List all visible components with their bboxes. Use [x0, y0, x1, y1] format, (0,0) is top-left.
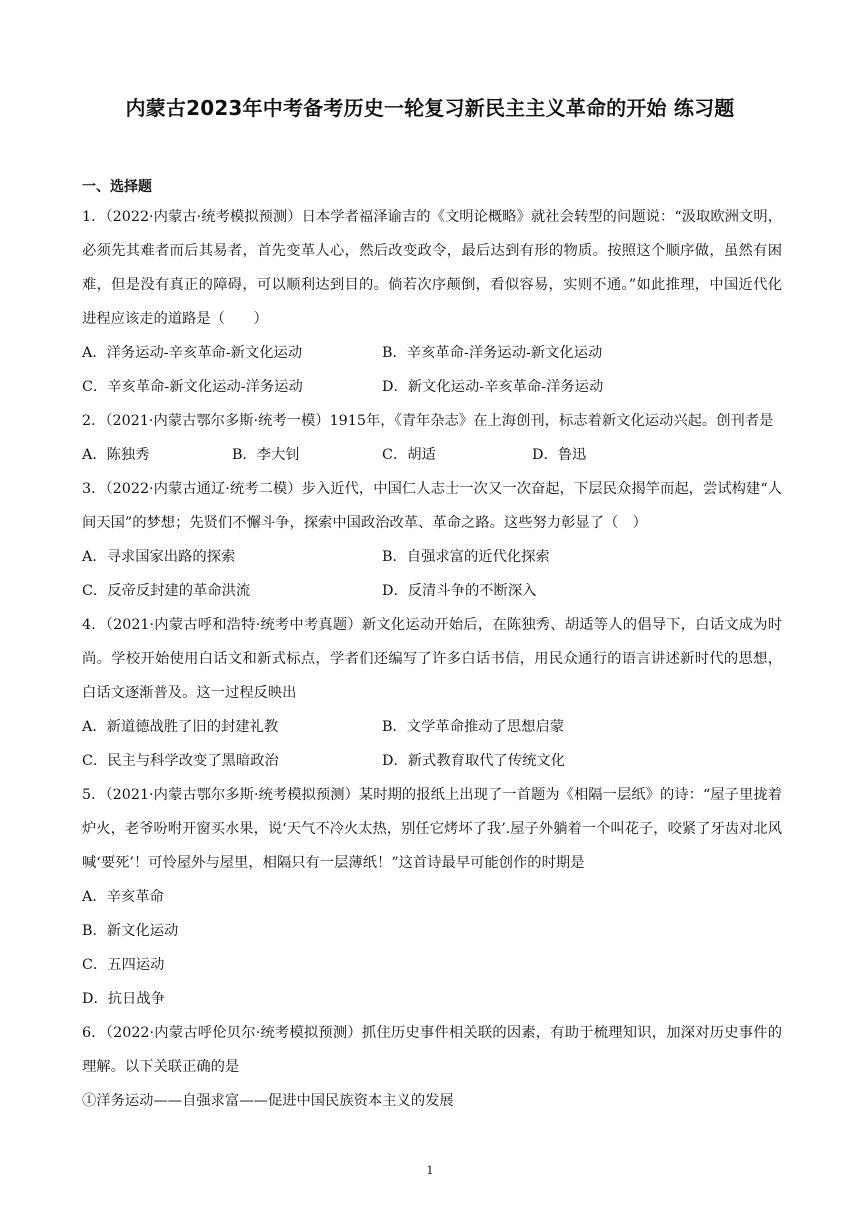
statement-item: ①洋务运动——自强求富——促进中国民族资本主义的发展 — [82, 1093, 454, 1109]
option: A．洋务运动-辛亥革命-新文化运动 — [82, 345, 303, 361]
option: C．民主与科学改变了黑暗政治 — [82, 753, 279, 769]
page-number: 1 — [426, 1164, 434, 1177]
question-stem: 5．（2021·内蒙古鄂尔多斯·统考模拟预测）某时期的报纸上出现了一首题为《相隔一层纸》的诗：“屋子里拢着炉火，老爷吩咐开窗买水果，说‘天气不冷火太热，别任它烤坏了我’.屋子外躺着一个叫花子，咬紧了牙齿对北风喊‘要死’！可怜屋外与屋里，相隔只有一层薄纸！”这首诗最早可能创作的时期是 — [82, 787, 782, 871]
option-list — [82, 336, 782, 404]
question-stem: 2．（2021·内蒙古鄂尔多斯·统考一模）1915年，《青年杂志》在上海创刊，标志着新文化运动兴起。创刊者是 — [82, 413, 774, 429]
option: D．反清斗争的不断深入 — [382, 583, 537, 599]
option: D．抗日战争 — [82, 991, 165, 1007]
option: B．辛亥革命-洋务运动-新文化运动 — [382, 345, 603, 361]
option: A．新道德战胜了旧的封建礼教 — [82, 719, 279, 735]
question-stem: 6．（2022·内蒙古呼伦贝尔·统考模拟预测）抓住历史事件相关联的因素，有助于梳理知识，加深对历史事件的理解。以下关联正确的是 — [82, 1025, 782, 1075]
option-list — [82, 880, 782, 1016]
option: A．陈独秀 — [82, 447, 150, 463]
option: C．反帝反封建的革命洪流 — [82, 583, 251, 599]
question-stem: 4．（2021·内蒙古呼和浩特·统考中考真题）新文化运动开始后，在陈独秀、胡适等人的倡导下，白话文成为时尚。学校开始使用白话文和新式标点，学者们还编写了许多白话书信，用民众通行的语言讲述新时代的思想，白话文逐渐普及。这一过程反映出 — [82, 617, 782, 701]
option: A．辛亥革命 — [82, 889, 164, 905]
option-list — [82, 540, 782, 608]
option-list — [82, 710, 782, 778]
option: D．鲁迅 — [532, 447, 587, 463]
option: B．新文化运动 — [82, 923, 179, 939]
option: C．胡适 — [382, 447, 436, 463]
option: B．文学革命推动了思想启蒙 — [382, 719, 565, 735]
option: A．寻求国家出路的探索 — [82, 549, 236, 565]
question-stem: 3．（2022·内蒙古通辽·统考二模）步入近代，中国仁人志士一次又一次奋起，下层民众揭竿而起，尝试构建“人间天国”的梦想；先贤们不懈斗争，探索中国政治改革、革命之路。这些努力彰显了（ ） — [82, 481, 782, 531]
option: D．新式教育取代了传统文化 — [382, 753, 566, 769]
document-title: 内蒙古2023年中考备考历史一轮复习新民主主义革命的开始 练习题 — [125, 96, 735, 120]
option: B．自强求富的近代化探索 — [382, 549, 550, 565]
option: C．五四运动 — [82, 957, 165, 973]
question-list — [82, 200, 782, 1118]
option: C．辛亥革命-新文化运动-洋务运动 — [82, 379, 303, 395]
option: D．新文化运动-辛亥革命-洋务运动 — [382, 379, 604, 395]
option-list — [82, 438, 782, 472]
option: B．李大钊 — [232, 447, 300, 463]
question-stem: 1．（2022·内蒙古·统考模拟预测）日本学者福泽谕吉的《文明论概略》就社会转型的问题说：“汲取欧洲文明，必须先其难者而后其易者，首先变革人心，然后改变政令，最后达到有形的物质。按照这个顺序做，虽然有困难，但是没有真正的障碍，可以顺利达到目的。倘若次序颠倒，看似容易，实则不通。”如此推理，中国近代化进程应该走的道路是（ ） — [82, 209, 782, 327]
section-heading: 一、选择题 — [82, 179, 152, 195]
